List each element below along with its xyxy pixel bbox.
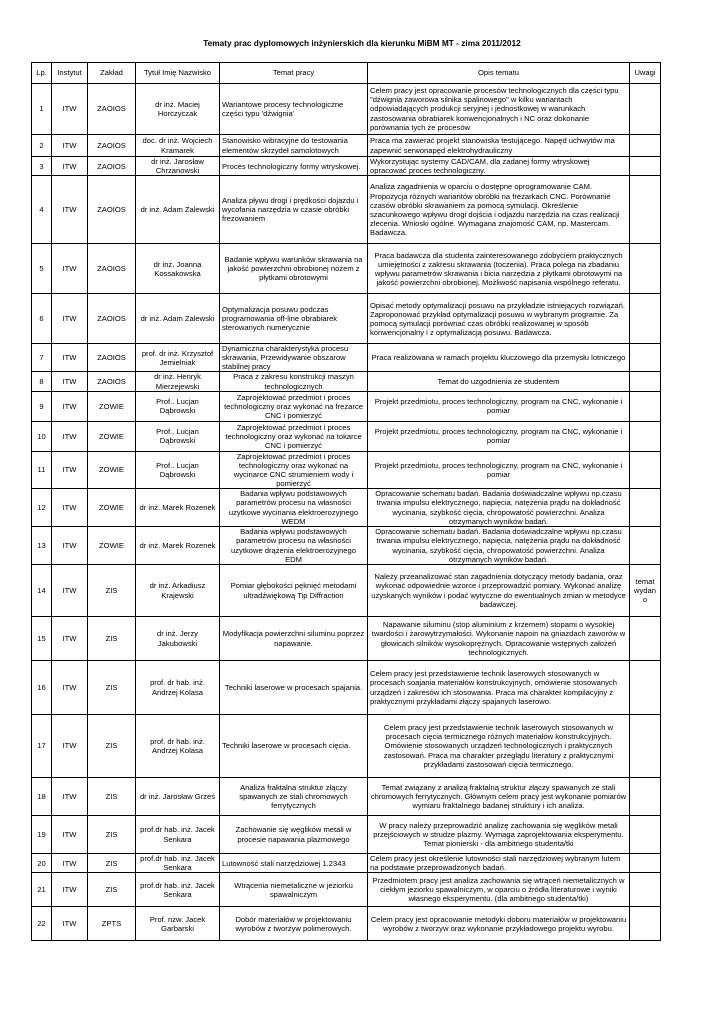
cell-instytut: ITW bbox=[52, 344, 88, 372]
cell-lp: 10 bbox=[32, 421, 52, 451]
cell-opis: Opisać metody optymalizacji posuwu na przykładzie istniejących rozwiązań. Zaproponować przykład optymalizacji posuwu w wybranym programie. Za pomocą symulacji porównać czas obróbki realizowanej w sposób konwencjonalny i z optymalizacją posuwu. Badawcza. bbox=[368, 294, 630, 344]
table-row bbox=[32, 421, 661, 451]
cell-instytut: ITW bbox=[52, 565, 88, 617]
cell-lp: 19 bbox=[32, 816, 52, 854]
cell-uwagi bbox=[630, 294, 661, 344]
cell-lp: 6 bbox=[32, 294, 52, 344]
cell-instytut: ITW bbox=[52, 489, 88, 527]
cell-zaklad: ZAOIOS bbox=[88, 135, 136, 157]
cell-uwagi bbox=[630, 778, 661, 816]
cell-opis: Opracowanie schematu badań. Badania doświadczalne wpływu np.czasu trwania impulsu elektrycznego, napięcia, natężenia prądu na dokładność wycinania, szybkość cięcia, chropowatość powierzchni. Analiza otrzymanych wyników badań. bbox=[368, 489, 630, 527]
cell-instytut: ITW bbox=[52, 854, 88, 873]
table-row bbox=[32, 372, 661, 391]
table-row bbox=[32, 135, 661, 157]
page-title: Tematy prac dyplomowych inżynierskich dla kierunku MiBM MT - zima 2011/2012 bbox=[203, 38, 521, 48]
cell-temat: Stanowisko wibracyjne do testowania elementów skrzydeł samolotowych bbox=[220, 135, 368, 157]
table-row bbox=[32, 873, 661, 907]
cell-uwagi: temat wydano bbox=[630, 565, 661, 617]
cell-lp: 21 bbox=[32, 873, 52, 907]
cell-temat: Zaprojektować przedmiot i proces technologiczny oraz wykonać na tokarce CNC i pomierzyć bbox=[220, 421, 368, 451]
cell-promotor: prof. dr hab. inż. Andrzej Kolasa bbox=[136, 661, 220, 715]
cell-uwagi bbox=[630, 617, 661, 661]
cell-promotor: prof.dr hab. inż. Jacek Senkara bbox=[136, 816, 220, 854]
cell-promotor: Prof. nzw. Jacek Garbarski bbox=[136, 907, 220, 941]
cell-instytut: ITW bbox=[52, 294, 88, 344]
cell-lp: 22 bbox=[32, 907, 52, 941]
cell-temat: Zaprojektować przedmiot i proces technologiczny oraz wykonać na frezarce CNC i pomierzyć bbox=[220, 391, 368, 421]
cell-instytut: ITW bbox=[52, 873, 88, 907]
cell-uwagi bbox=[630, 854, 661, 873]
cell-promotor: Prof.. Lucjan Dąbrowski bbox=[136, 451, 220, 488]
cell-zaklad: ZOWIE bbox=[88, 527, 136, 565]
cell-uwagi bbox=[630, 527, 661, 565]
cell-promotor: dr inż. Marek Rozenek bbox=[136, 527, 220, 565]
cell-lp: 8 bbox=[32, 372, 52, 391]
cell-lp: 20 bbox=[32, 854, 52, 873]
cell-lp: 12 bbox=[32, 489, 52, 527]
cell-zaklad: ZOWIE bbox=[88, 451, 136, 488]
cell-uwagi bbox=[630, 907, 661, 941]
cell-instytut: ITW bbox=[52, 244, 88, 294]
cell-opis: Celem pracy jest opracowanie procesów technologicznych dla części typu "dźwignia zaworowa silnika spalinowego" w kilku wariantach odpowiadających produkcji seryjnej i jednostkowej w warunkach zastosowania obrabiarek konwencjonalnych i NC oraz dokonanie porównania tych że procesów bbox=[368, 84, 630, 135]
cell-zaklad: ZIS bbox=[88, 565, 136, 617]
cell-temat: Badanie wpływu warunków skrawania na jakość powierzchni obrobionej nożem z płytkami obrotowymi bbox=[220, 244, 368, 294]
cell-instytut: ITW bbox=[52, 391, 88, 421]
cell-opis: Przedmiotem pracy jest analiza zachowania się wtrąceń niemetalicznych w ciekłym jeziorku spawalniczym, w oparciu o źródła literaturowe i wyniki własnego eksperymentu. (dla ambitnego studenta/tki) bbox=[368, 873, 630, 907]
cell-promotor: prof.dr hab. inż. Jacek Senkara bbox=[136, 873, 220, 907]
cell-uwagi bbox=[630, 451, 661, 488]
cell-promotor: dr inż. Adam Zalewski bbox=[136, 176, 220, 244]
cell-instytut: ITW bbox=[52, 715, 88, 778]
cell-instytut: ITW bbox=[52, 84, 88, 135]
cell-promotor: prof.dr hab. inż. Jacek Senkara bbox=[136, 854, 220, 873]
cell-opis: Celem pracy jest opracowanie metodyki doboru materiałów w projektowaniu wyrobów z tworzyw oraz wykonanie przykładowego projektu wyrobu. bbox=[368, 907, 630, 941]
cell-lp: 17 bbox=[32, 715, 52, 778]
cell-opis: Celem pracy jest określenie lutowności stali narzędziowej wybranym lutem na podstawie przeprowadzonych badań. bbox=[368, 854, 630, 873]
cell-uwagi bbox=[630, 344, 661, 372]
cell-lp: 7 bbox=[32, 344, 52, 372]
cell-instytut: ITW bbox=[52, 778, 88, 816]
cell-zaklad: ZIS bbox=[88, 617, 136, 661]
cell-opis: Napawanie siluminu (stop aluminium z krzemem) stopami o wysokiej twardości i żarowytrzymałości. Wykonanie napoin na gniazdach zaworów w głowicach silników wysokoprężnych. Opracowanie wstępnych założeń technologicznych. bbox=[368, 617, 630, 661]
table-row bbox=[32, 565, 661, 617]
cell-promotor: dr inż. Joanna Kossakowska bbox=[136, 244, 220, 294]
column-header-temat: Temat pracy bbox=[220, 63, 368, 84]
table-row bbox=[32, 176, 661, 244]
cell-instytut: ITW bbox=[52, 451, 88, 488]
cell-temat: Techniki laserowe w procesach cięcia. bbox=[220, 715, 368, 778]
table-row bbox=[32, 84, 661, 135]
cell-temat: Wtrącenia niemetaliczne w jeziorku spawalniczym bbox=[220, 873, 368, 907]
cell-opis: Analiza zagadnienia w oparciu o dostępne oprogramowanie CAM. Propozycja różnych wariantów obróbki na frezarkach CNC. Porównanie czasów obróbki skrawaniem za pomocą symulacji. Określenie szacunkowego wpływu drogi dojścia i odjazdu narzędzia na czas realizacji zlecenia. Wnioski ogólne. Wymagana znajomość CAM, np. Mastercam. Badawcza. bbox=[368, 176, 630, 244]
cell-promotor: Prof.. Lucjan Dąbrowski bbox=[136, 421, 220, 451]
cell-lp: 1 bbox=[32, 84, 52, 135]
cell-zaklad: ZAOIOS bbox=[88, 294, 136, 344]
cell-instytut: ITW bbox=[52, 135, 88, 157]
cell-promotor: dr inż. Marek Rozenek bbox=[136, 489, 220, 527]
cell-uwagi bbox=[630, 421, 661, 451]
table-row bbox=[32, 778, 661, 816]
cell-instytut: ITW bbox=[52, 527, 88, 565]
cell-zaklad: ZPTS bbox=[88, 907, 136, 941]
table-row bbox=[32, 489, 661, 527]
cell-promotor: Prof.. Lucjan Dąbrowski bbox=[136, 391, 220, 421]
table-header-row bbox=[32, 63, 661, 84]
table-row bbox=[32, 157, 661, 176]
cell-lp: 5 bbox=[32, 244, 52, 294]
cell-zaklad: ZAOIOS bbox=[88, 176, 136, 244]
cell-temat: Zachowanie się węglików metali w procesie napawania plazmowego bbox=[220, 816, 368, 854]
cell-lp: 14 bbox=[32, 565, 52, 617]
cell-zaklad: ZAOIOS bbox=[88, 344, 136, 372]
cell-promotor: doc. dr inż. Wojciech Kramarek bbox=[136, 135, 220, 157]
cell-zaklad: ZOWIE bbox=[88, 391, 136, 421]
cell-temat: Dobór materiałów w projektowaniu wyrobów z tworzyw polimerowych. bbox=[220, 907, 368, 941]
table-row bbox=[32, 907, 661, 941]
cell-zaklad: ZAOIOS bbox=[88, 157, 136, 176]
table-row bbox=[32, 391, 661, 421]
cell-instytut: ITW bbox=[52, 372, 88, 391]
cell-temat: Badania wpływu podstawowych parametrów procesu na własności uzytkowe drążenia elektroerozyjnego EDM bbox=[220, 527, 368, 565]
table-row bbox=[32, 451, 661, 488]
cell-zaklad: ZIS bbox=[88, 816, 136, 854]
cell-promotor: dr inż. Arkadiusz Krajewski bbox=[136, 565, 220, 617]
cell-temat: Dynamiczna charakterystyka procesu skrawania, Przewidywanie obszarow stabilnej pracy bbox=[220, 344, 368, 372]
cell-temat: Proces technologiczny formy wtryskowej. bbox=[220, 157, 368, 176]
cell-temat: Techniki laserowe w procesach spajania. bbox=[220, 661, 368, 715]
table-row bbox=[32, 244, 661, 294]
cell-instytut: ITW bbox=[52, 176, 88, 244]
cell-lp: 3 bbox=[32, 157, 52, 176]
cell-zaklad: ZIS bbox=[88, 661, 136, 715]
cell-uwagi bbox=[630, 84, 661, 135]
cell-instytut: ITW bbox=[52, 617, 88, 661]
cell-temat: Analiza pływu drogi i prędkości dojazdu i wycofania narzędzia w czasie obróbki frezowaniem bbox=[220, 176, 368, 244]
cell-opis: Opracowanie schematu badań. Badania doświadczalne wpływu np.czasu trwania impulsu elektrycznego, napięcia, natężenia prądu na dokładność wycinania, szybkość cięcia, chropowatość powierzchni. Analiza otrzymanych wyników badań. bbox=[368, 527, 630, 565]
cell-uwagi bbox=[630, 372, 661, 391]
cell-instytut: ITW bbox=[52, 157, 88, 176]
cell-uwagi bbox=[630, 157, 661, 176]
cell-temat: Wariantowe procesy technologiczne części typu 'dźwignia' bbox=[220, 84, 368, 135]
cell-zaklad: ZAOIOS bbox=[88, 244, 136, 294]
cell-opis: Temat do uzgodnienia ze studentem bbox=[368, 372, 630, 391]
column-header-uwagi: Uwagi bbox=[630, 63, 661, 84]
cell-uwagi bbox=[630, 489, 661, 527]
cell-uwagi bbox=[630, 661, 661, 715]
cell-opis: Celem pracy jest przedstawienie technik laserowych stosowanych w procesach cięcia termicznego różnych materiałów konstrukcyjnych. Omówienie stosowanych urządzeń technologicznych i praktycznych zastosowań. Praca ma charakter przeglądu literatury z praktycznymi przykładami zastosowań cięcia termicznego. bbox=[368, 715, 630, 778]
cell-zaklad: ZIS bbox=[88, 873, 136, 907]
cell-temat: Lutowność stali narzędziowej 1.2343 bbox=[220, 854, 368, 873]
cell-zaklad: ZIS bbox=[88, 778, 136, 816]
table-row bbox=[32, 527, 661, 565]
cell-lp: 9 bbox=[32, 391, 52, 421]
cell-opis: Projekt przedmiotu, proces technologiczny, program na CNC, wykonanie i pomiar bbox=[368, 421, 630, 451]
column-header-lp: Lp. bbox=[32, 63, 52, 84]
cell-instytut: ITW bbox=[52, 421, 88, 451]
cell-opis: W pracy należy przeprowadzić analizę zachowania się węglików metali przejściowych w strudze plazmy. Wymaga zaprojektowania eksperymentu. Temat pionierski - dla ambitnego studenta/tki bbox=[368, 816, 630, 854]
cell-lp: 18 bbox=[32, 778, 52, 816]
cell-lp: 4 bbox=[32, 176, 52, 244]
table-row bbox=[32, 661, 661, 715]
cell-temat: Zaprojektować przedmiot i proces technologiczny oraz wykonać na wycinarce CNC strumieniem wody i pomierzyć bbox=[220, 451, 368, 488]
table-row bbox=[32, 617, 661, 661]
cell-promotor: dr inż. Jarosław Chrzanowski bbox=[136, 157, 220, 176]
cell-opis: Projekt przedmiotu, proces technologiczny, program na CNC, wykonanie i pomiar bbox=[368, 391, 630, 421]
table-row bbox=[32, 715, 661, 778]
cell-promotor: dr inż. Jerzy Jakubowski bbox=[136, 617, 220, 661]
cell-zaklad: ZAOIOS bbox=[88, 372, 136, 391]
cell-temat: Badania wpływu podstawowych parametrów procesu na własności uzytkowe wycinania elektroerozyjnego WEDM bbox=[220, 489, 368, 527]
cell-uwagi bbox=[630, 244, 661, 294]
cell-lp: 15 bbox=[32, 617, 52, 661]
column-header-opis: Opis tematu bbox=[368, 63, 630, 84]
column-header-zaklad: Zakład bbox=[88, 63, 136, 84]
cell-opis: Praca badawcza dla studenta zainteresowanego zdobyciem praktycznych umiejętności z zakresu skrawania (toczenia). Praca polega na zbadaniu wpływu parametrów skrawania i bicia narzędzia z płytkami obrotowymi na jakość powierzchni obrobionej. Możliwość napisania wspólnego referatu. bbox=[368, 244, 630, 294]
cell-opis: Celem pracy jest przedstawienie technik laserowych stosowanych w procesach soajania materiałów konstrukcyjnych, omówienie stosowanych urządzeń i zakresów ich stosowania. Praca ma charakter kompilacyjny z praktycznymi przykładami złączy spajanych laserowo. bbox=[368, 661, 630, 715]
table-row bbox=[32, 854, 661, 873]
cell-temat: Optymalizacja posuwu podczas programowania off-line obrabiarek sterowanych numerycznie bbox=[220, 294, 368, 344]
cell-uwagi bbox=[630, 176, 661, 244]
cell-uwagi bbox=[630, 135, 661, 157]
cell-instytut: ITW bbox=[52, 907, 88, 941]
cell-uwagi bbox=[630, 873, 661, 907]
cell-instytut: ITW bbox=[52, 816, 88, 854]
cell-uwagi bbox=[630, 715, 661, 778]
cell-promotor: dr inż. Henryk Mierzejewski bbox=[136, 372, 220, 391]
table-row bbox=[32, 294, 661, 344]
cell-opis: Praca realizowana w ramach projektu kluczowego dla przemysłu lotniczego bbox=[368, 344, 630, 372]
column-header-promotor: Tytuł Imię Nazwisko bbox=[136, 63, 220, 84]
cell-uwagi bbox=[630, 816, 661, 854]
cell-promotor: prof. dr hab. inż. Andrzej Kolasa bbox=[136, 715, 220, 778]
cell-opis: Należy przeanalizować stan zagadnienia dotyczący metody badania, oraz wykonać odpowiednie wzorce i przeprowadzić pomiary. Wykonać analizę uzyskanych wyników i podać wytyczne do ewentualnych zmian w metodyce badawczej. bbox=[368, 565, 630, 617]
cell-instytut: ITW bbox=[52, 661, 88, 715]
cell-zaklad: ZAOIOS bbox=[88, 84, 136, 135]
cell-zaklad: ZOWIE bbox=[88, 489, 136, 527]
thesis-topics-table bbox=[31, 62, 661, 941]
cell-opis: Wykorzystując systemy CAD/CAM, dla zadanej formy wtryskowej opracować proces technologiczny. bbox=[368, 157, 630, 176]
cell-temat: Praca z zakresu konstrukcji maszyn technologicznych bbox=[220, 372, 368, 391]
cell-promotor: dr inż. Adam Zalewski bbox=[136, 294, 220, 344]
cell-lp: 11 bbox=[32, 451, 52, 488]
cell-lp: 13 bbox=[32, 527, 52, 565]
cell-promotor: prof. dr inż. Krzysztof Jemielniak bbox=[136, 344, 220, 372]
cell-opis: Temat związany z analizą fraktalną struktur złączy spawanych ze stali chromowych ferrytycznych. Głównym celem pracy jest wykonanie pomiarów wymiaru fraktalnego badanej struktury i ich analiza. bbox=[368, 778, 630, 816]
cell-opis: Projekt przedmiotu, proces technologiczny, program na CNC, wykonanie i pomiar bbox=[368, 451, 630, 488]
cell-promotor: dr inż. Maciej Horczyczak bbox=[136, 84, 220, 135]
cell-zaklad: ZIS bbox=[88, 715, 136, 778]
cell-uwagi bbox=[630, 391, 661, 421]
cell-temat: Analiza fraktalna struktur złączy spawanych ze stali chromowych ferrytycznych bbox=[220, 778, 368, 816]
cell-opis: Praca ma zawierać projekt stanowiska testującego. Napęd uchwytów ma zapewnić serwonapęd elektrohydrauliczny bbox=[368, 135, 630, 157]
cell-lp: 16 bbox=[32, 661, 52, 715]
cell-lp: 2 bbox=[32, 135, 52, 157]
column-header-instytut: Instytut bbox=[52, 63, 88, 84]
cell-zaklad: ZIS bbox=[88, 854, 136, 873]
table-row bbox=[32, 816, 661, 854]
cell-temat: Modyfikacja powierzchni siluminu poprzez napawanie. bbox=[220, 617, 368, 661]
cell-zaklad: ZOWIE bbox=[88, 421, 136, 451]
cell-temat: Pomiar głębokości pęknięć metodami ultradźwiękową Tip Diffraction bbox=[220, 565, 368, 617]
table-row bbox=[32, 344, 661, 372]
cell-promotor: dr inż. Jarosław Grześ bbox=[136, 778, 220, 816]
